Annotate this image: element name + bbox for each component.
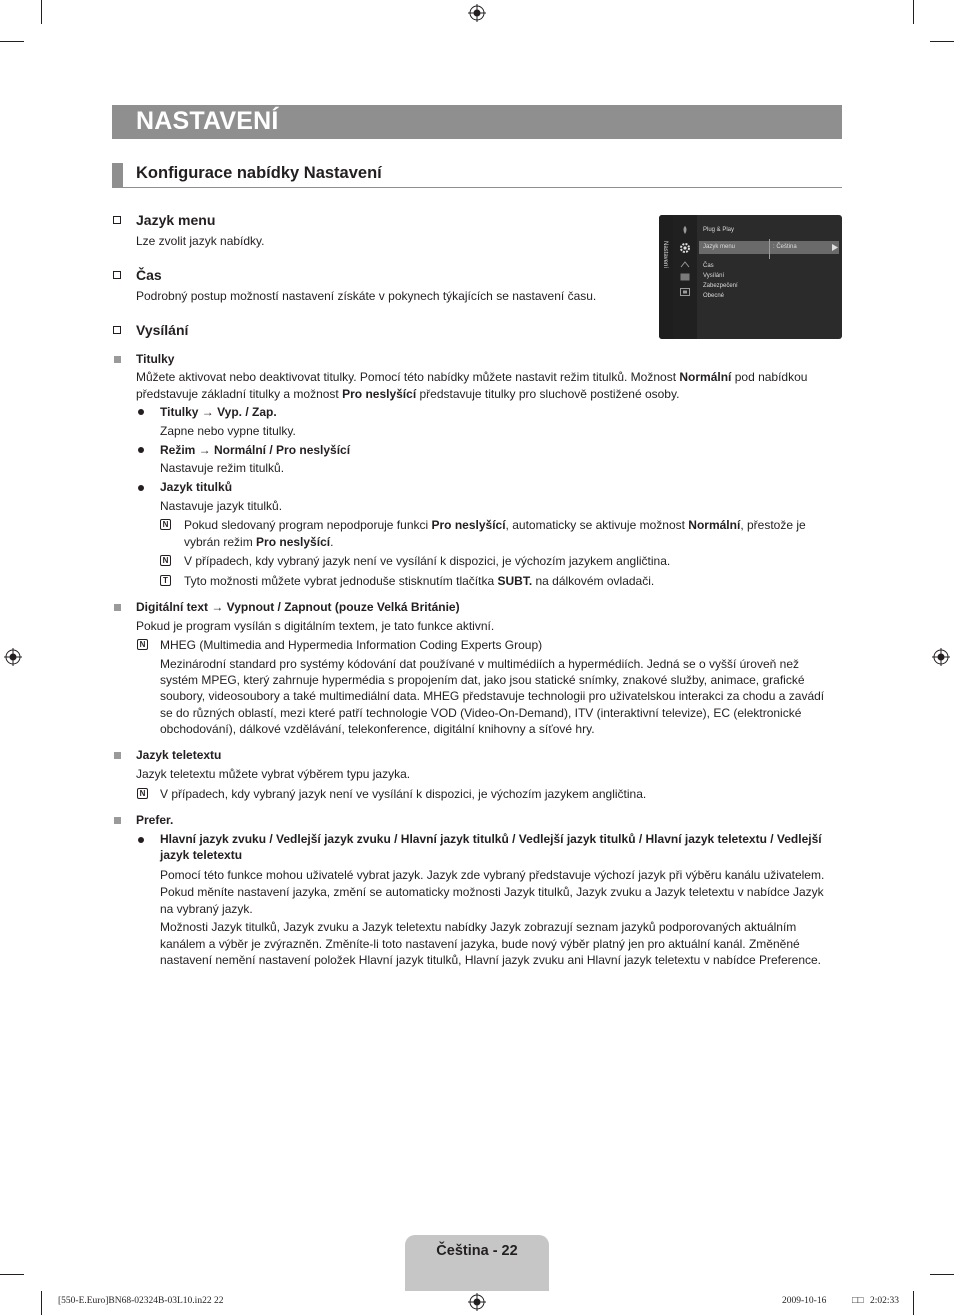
section-title: Konfigurace nabídky Nastavení (136, 164, 382, 182)
crop-mark (930, 1274, 954, 1275)
square-bullet-icon (114, 604, 121, 611)
note-text-1-line-2: vybrán režim Pro neslyšící. (184, 535, 334, 549)
tv-menu-item-jazyk-menu: Jazyk menu (703, 244, 736, 250)
crop-mark (930, 41, 954, 42)
prefer-paragraph-line-1: Pomocí této funkce mohou uživatelé vybrat jazyk. Jazyk zde vybraný představuje výchozí jazyk při výběru kanálu uživatelem. (160, 868, 825, 882)
page-number: Čeština - 22 (436, 1243, 518, 1259)
titulky-desc-line-1: Můžete aktivovat nebo deaktivovat titulky. Pomocí této nabídky můžete nastavit režim titulků. Možnost Normální pod nabídkou (136, 370, 808, 384)
antenna-icon (680, 260, 690, 268)
bullet-dot-icon (138, 485, 144, 491)
bullet-desc-rezim: Nastavuje režim titulků. (160, 461, 285, 475)
prefer-paragraph-line-6: nastavení nemění nastavení položek Hlavní jazyk titulků, Hlavní jazyk zvuku ani Hlavní jazyk teletextu v nabídce Preference. (160, 953, 822, 967)
digitalni-text-desc: Pokud je program vysílán s digitálním textem, je tato funkce aktivní. (136, 619, 495, 633)
section-heading (112, 163, 842, 188)
square-bullet-icon (114, 356, 121, 363)
registration-mark-icon (932, 648, 950, 666)
tv-menu-side-label: Nastavení (662, 241, 668, 269)
registration-mark-icon (468, 4, 486, 22)
crop-mark (0, 41, 24, 42)
item-heading-vysilani: Vysílání (136, 322, 189, 338)
checkbox-bullet-icon (113, 216, 121, 224)
jazyk-teletextu-note: V případech, kdy vybraný jazyk není ve vysílání k dispozici, je výchozím jazykem angličtina. (160, 787, 647, 801)
mheg-paragraph-line-4: se do různých oblastí, mezi které patří technologie VOD (Video-On-Demand), ITV (interaktivní televize), EC (elektronické (160, 706, 802, 720)
bullet-title-rezim: Režim → Normální / Pro neslyšící (160, 443, 351, 457)
prefer-paragraph-line-3: na vybraný jazyk. (160, 902, 253, 916)
prefer-paragraph-line-5: kanálem a výběr je zvýrazněn. Změníte-li toto nastavení jazyka, bude nový výběr platný jen pro aktuální kanál. Změněné (160, 937, 800, 951)
print-date: 2009-10-16 (782, 1296, 827, 1306)
section-marker (112, 163, 123, 187)
print-time-prefix: □□ (852, 1296, 864, 1306)
mheg-paragraph-line-2: systém MPEG, který zahrnuje hypermédia s propojením dat, jako jsou statické snímky, znakové služby, animace, grafické (160, 673, 805, 687)
note-text-2: V případech, kdy vybraný jazyk není ve vysílání k dispozici, je výchozím jazykem angličtina. (184, 554, 671, 568)
registration-mark-icon (468, 1293, 486, 1311)
bullet-title-titulky-vyp-zap: Titulky → Vyp. / Zap. (160, 405, 277, 419)
mheg-paragraph-line-5: obchodování), dálkové vzdělávání, telekonference, digitální knihovny a síťové hry. (160, 722, 595, 736)
note-icon: N (137, 639, 148, 650)
bullet-desc-titulky-vyp-zap: Zapne nebo vypne titulky. (160, 424, 296, 438)
bullet-dot-icon (138, 409, 144, 415)
jazyk-teletextu-desc: Jazyk teletextu můžete vybrat výběrem typu jazyka. (136, 767, 411, 781)
tv-menu-item-vysilani: Vysílání (703, 273, 725, 279)
note-icon: N (160, 555, 171, 566)
note-icon: N (160, 519, 171, 530)
print-time: 2:02:33 (870, 1296, 900, 1306)
mheg-paragraph-line-3: soubory, videosoubory a také multimediální data. MHEG představuje technologii pro uživatelskou interakci za chodu a zavádí (160, 689, 825, 703)
mheg-paragraph-line-1: Mezinárodní standard pro systémy kódování dat používané v multimédiích a hypermédiích. Jedná se o vyšší úroveň než (160, 657, 799, 671)
file-info: [550-E.Euro]BN68-02324B-03L10.in22 22 (58, 1296, 224, 1306)
square-bullet-icon (114, 752, 121, 759)
tv-menu-item-obecne: Obecné (703, 293, 725, 299)
mheg-note: MHEG (Multimedia and Hypermedia Information Coding Experts Group) (160, 638, 543, 652)
note-text-1-line-1: Pokud sledovaný program nepodporuje funkci Pro neslyšící, automaticky se aktivuje možnost Normální, přestože je (184, 518, 806, 532)
tv-menu-screenshot (659, 215, 842, 339)
tv-menu-side-strip (659, 215, 673, 339)
bullet-title-jazyk-titulku: Jazyk titulků (160, 480, 233, 494)
arrow-right-icon (832, 244, 838, 251)
prefer-paragraph-line-4: Možnosti Jazyk titulků, Jazyk zvuku a Jazyk teletextu nabídky Jazyk zobrazují seznam jazyků podporovaných aktuálním (160, 920, 797, 934)
picture-icon (680, 225, 690, 235)
prefer-bullet-title-line-2: jazyk teletextu (160, 848, 243, 862)
item-desc-jazyk-menu: Lze zvolit jazyk nabídky. (136, 234, 265, 248)
subitem-heading-prefer: Prefer. (136, 813, 174, 827)
input-icon (680, 273, 690, 281)
page-number-tab (405, 1235, 549, 1291)
item-heading-jazyk-menu: Jazyk menu (136, 212, 216, 228)
crop-mark (913, 0, 914, 24)
tv-menu-item-zabezpeceni: Zabezpečení (703, 283, 738, 289)
gear-icon (679, 242, 691, 254)
note-text-3: Tyto možnosti můžete vybrat jednoduše stisknutím tlačítka SUBT. na dálkovém ovladači. (184, 574, 655, 588)
chapter-title-bar (112, 105, 842, 139)
prefer-bullet-title-line-1: Hlavní jazyk zvuku / Vedlejší jazyk zvuku / Hlavní jazyk titulků / Vedlejší jazyk titulků / Hlavní jazyk teletextu / Vedlejší (160, 832, 822, 846)
subitem-heading-jazyk-teletextu: Jazyk teletextu (136, 748, 222, 762)
item-heading-cas: Čas (136, 267, 162, 283)
remote-tip-icon: T (160, 575, 171, 586)
crop-mark (913, 1291, 914, 1315)
bullet-dot-icon (138, 447, 144, 453)
checkbox-bullet-icon (113, 271, 121, 279)
tv-menu-item-plug-play: Plug & Play (703, 227, 735, 233)
item-desc-cas: Podrobný postup možností nastavení získáte v pokynech týkajících se nastavení času. (136, 289, 597, 303)
square-bullet-icon (114, 817, 121, 824)
tv-menu-item-cas: Čas (703, 263, 714, 269)
checkbox-bullet-icon (113, 326, 121, 334)
prefer-paragraph-line-2: Pokud měníte nastavení jazyka, změní se automaticky možnosti Jazyk titulků, Jazyk zvuku a Jazyk teletextu v nabídce Jazyk (160, 885, 824, 899)
tv-menu-icon-column (673, 215, 697, 339)
tv-menu-divider (769, 239, 770, 259)
subitem-heading-digitalni-text: Digitální text → Vypnout / Zapnout (pouze Velká Británie) (136, 600, 460, 614)
titulky-desc-line-2: představuje základní titulky a možnost Pro neslyšící představuje titulky pro sluchově postižené osoby. (136, 387, 680, 401)
crop-mark (41, 0, 42, 24)
crop-mark (41, 1291, 42, 1315)
tv-menu-selected-value: : Čeština (773, 244, 797, 250)
application-icon (680, 288, 690, 296)
crop-mark (0, 1274, 24, 1275)
bullet-desc-jazyk-titulku: Nastavuje jazyk titulků. (160, 499, 283, 513)
subitem-heading-titulky: Titulky (136, 352, 175, 366)
registration-mark-icon (4, 648, 22, 666)
bullet-dot-icon (138, 837, 144, 843)
chapter-title: NASTAVENÍ (136, 107, 279, 135)
note-icon: N (137, 788, 148, 799)
